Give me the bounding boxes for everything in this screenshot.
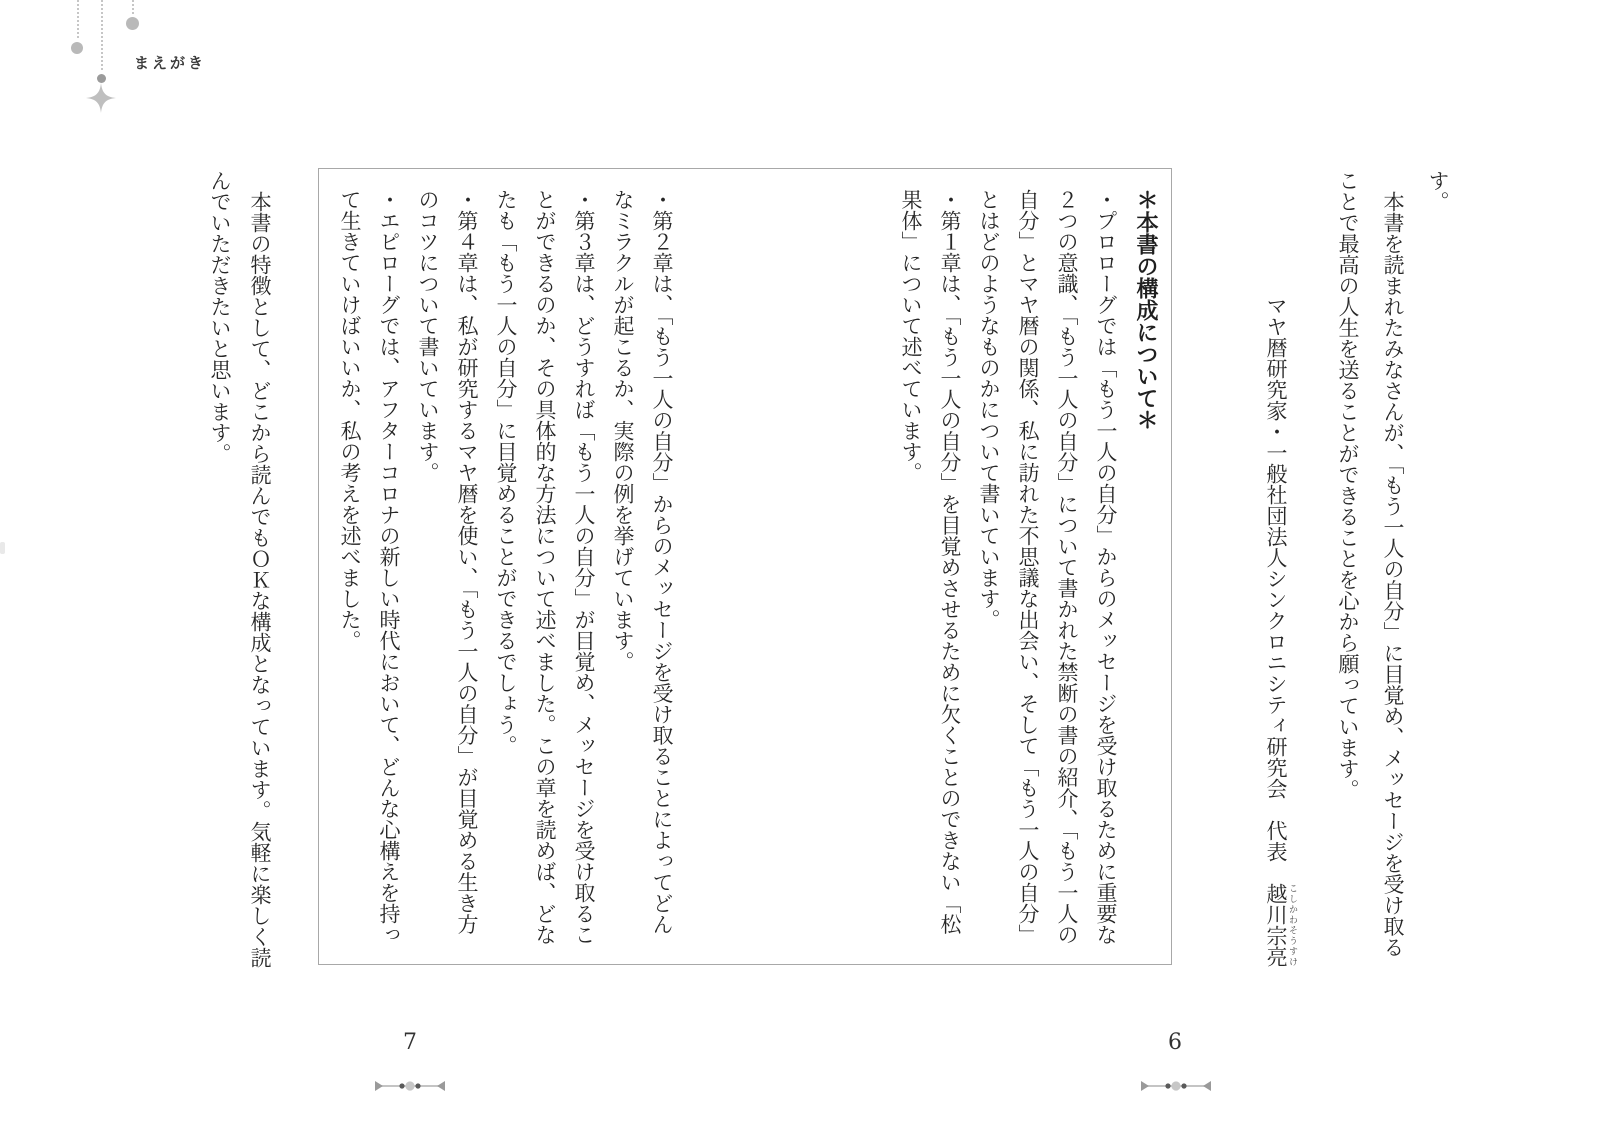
- page-number-ornament: [371, 1078, 449, 1094]
- structure-box-right-columns: [889, 189, 1165, 946]
- author-affiliation: マヤ暦研究家・一般社団法人シンクロニシティ研究会 代表: [1264, 295, 1288, 883]
- structure-item-chapter3: ・第３章は、どうすれば「もう一人の自分」が目覚め、メッセージを受け取ることができるのか、その具体的な方法について述べました。この章を読めば、どなたも「もう一人の自分」に目覚めることができるでしょう。: [494, 189, 596, 945]
- structure-item-prologue: ・プロローグでは「もう一人の自分」からのメッセージを受け取るために重要な２つの意識、「もう一人の自分」について書かれた禁断の書の紹介、「もう一人の自分」とマヤ暦の関係、私に訪れた不思議な出会い、そして「もう一人の自分」とはどのようなものかについて書いています。: [977, 189, 1118, 945]
- structure-box-title: ＊本書の構成について＊: [1133, 189, 1158, 431]
- page-edge-mark: [0, 542, 5, 554]
- structure-box-left-columns: [325, 189, 681, 946]
- bead-decoration: [97, 74, 106, 83]
- page-number-ornament: [1137, 1078, 1215, 1094]
- structure-item-chapter2: ・第２章は、「もう一人の自分」からのメッセージを受け取ることによってどんなミラクルが起こるか、実際の例を挙げています。: [611, 189, 674, 935]
- dotted-string-decoration: [132, 0, 134, 14]
- structure-item-chapter4: ・第４章は、私が研究するマヤ暦を使い、「もう一人の自分」が目覚める生き方のコツについて書いています。: [416, 189, 479, 935]
- paragraph-continuation: す。: [1426, 170, 1450, 212]
- book-structure-box: [318, 168, 1172, 965]
- author-name-ruby: [1264, 883, 1297, 967]
- bead-decoration: [71, 42, 83, 54]
- author-signature: [1243, 295, 1297, 967]
- page-number-7: 7: [403, 1030, 417, 1055]
- page7-body-text: [198, 170, 280, 968]
- author-name: 越川宗亮: [1264, 883, 1288, 967]
- dotted-string-decoration: [77, 0, 79, 38]
- signature-line: [1261, 295, 1297, 967]
- bead-decoration: [126, 17, 139, 30]
- author-furigana: こしかわそうすけ: [1287, 883, 1297, 967]
- paragraph: 本書の特徴として、どこから読んでもＯＫな構成となっています。気軽に楽しく読んでいただきたいと思います。: [208, 170, 272, 968]
- sparkle-icon: [86, 83, 116, 113]
- structure-item-epilogue: ・エピローグでは、アフターコロナの新しい時代において、どんな心構えを持って生きていけばいいか、私の考えを述べました。: [338, 189, 401, 945]
- structure-item-chapter1: ・第１章は、「もう一人の自分」を目覚めさせるために欠くことのできない「松果体」について述べています。: [899, 189, 962, 935]
- chapter-heading: まえがき: [134, 54, 207, 72]
- page6-body-text: [1320, 170, 1460, 968]
- paragraph: 本書を読まれたみなさんが、「もう一人の自分」に目覚め、メッセージを受け取ることで最高の人生を送ることができることを心から願っています。: [1336, 170, 1405, 958]
- page-number-6: 6: [1168, 1030, 1182, 1055]
- dotted-string-decoration: [101, 0, 103, 70]
